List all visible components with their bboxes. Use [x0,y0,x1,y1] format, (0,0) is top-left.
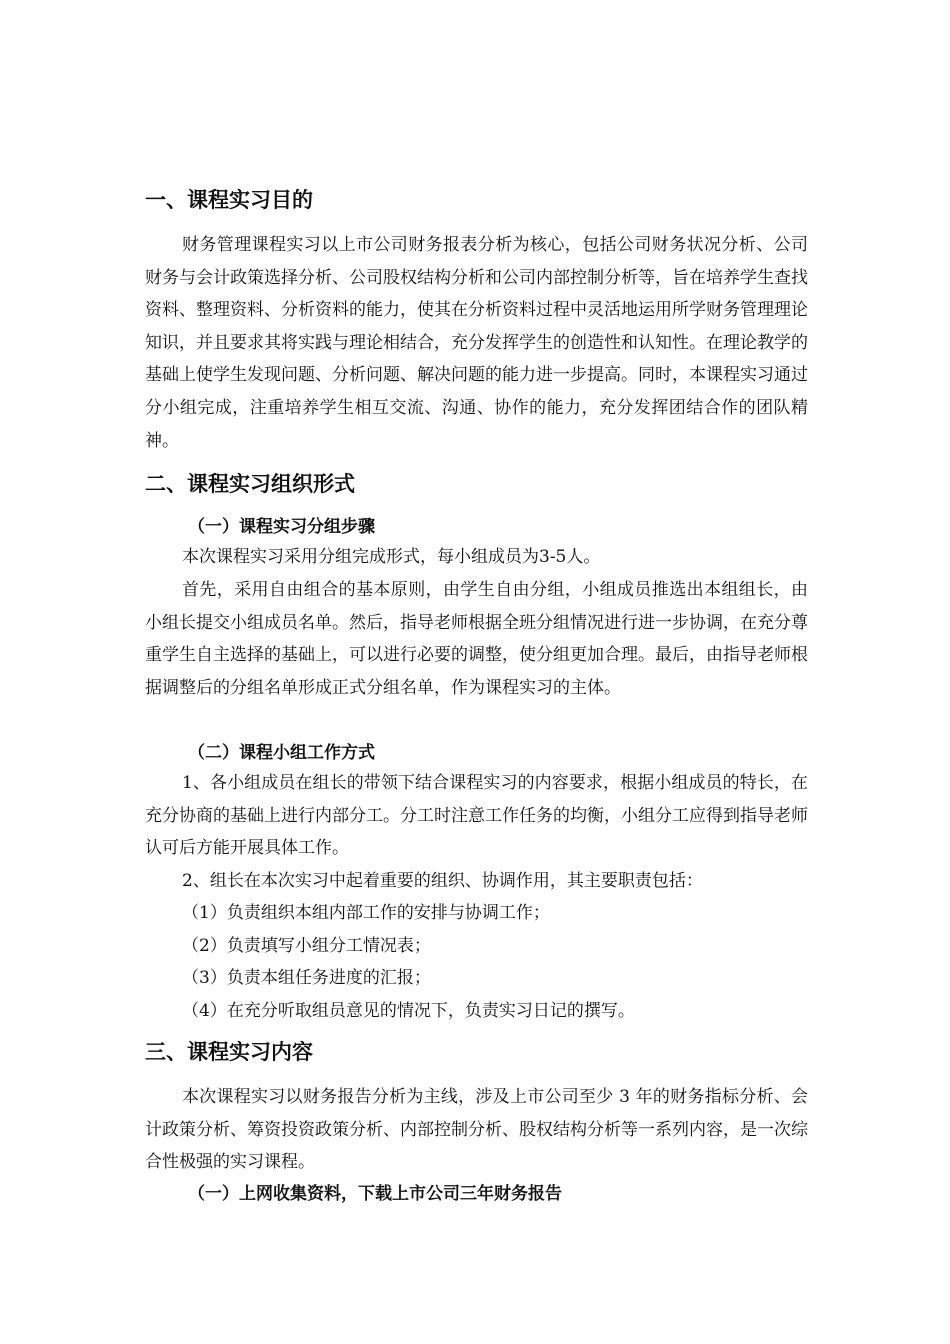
section-1-paragraph: 财务管理课程实习以上市公司财务报表分析为核心，包括公司财务状况分析、公司财务与会计政策选择分析、公司股权结构分析和公司内部控制分析等，旨在培养学生查找资料、整理资料、分析资料的能力，使其在分析资料过程中灵活地运用所学财务管理理论知识，并且要求其将实践与理论相结合，充分发挥学生的创造性和认知性。在理论教学的基础上使学生发现问题、分析问题、解决问题的能力进一步提高。同时，本课程实习通过分小组完成，注重培养学生相互交流、沟通、协作的能力，充分发挥团结合作的团队精神。 [145,235,808,451]
subsection-2-2-paragraph-2: 2、组长在本次实习中起着重要的组织、协调作用，其主要职责包括： [182,871,703,891]
subsection-2-1-paragraph-1: 本次课程实习采用分组完成形式，每小组成员为3-5人。 [182,547,601,567]
subsection-2-2-paragraph-1: 1、各小组成员在组长的带领下结合课程实习的内容要求，根据小组成员的特长，在充分协商的基础上进行内部分工。分工时注意工作任务的均衡，小组分工应得到指导老师认可后方能开展具体工作。 [145,773,808,859]
section-1-heading: 一、课程实习目的 [145,188,313,212]
duty-item: （4）在充分听取组员意见的情况下，负责实习日记的撰写。 [182,1001,635,1021]
subsection-2-1-heading: （一）课程实习分组步骤 [188,517,375,537]
subsection-2-2-heading: （二）课程小组工作方式 [188,743,375,763]
subsection-3-1-heading: （一）上网收集资料，下载上市公司三年财务报告 [188,1184,562,1204]
subsection-2-1-paragraph-2: 首先，采用自由组合的基本原则，由学生自由分组，小组成员推选出本组组长，由小组长提交小组成员名单。然后，指导老师根据全班分组情况进行进一步协调，在充分尊重学生自主选择的基础上，可以进行必要的调整，使分组更加合理。最后，由指导老师根据调整后的分组名单形成正式分组名单，作为课程实习的主体。 [145,580,808,698]
section-3-heading: 三、课程实习内容 [145,1040,313,1064]
duty-item: （2）负责填写小组分工情况表； [182,936,431,956]
section-3-paragraph: 本次课程实习以财务报告分析为主线，涉及上市公司至少 3 年的财务指标分析、会计政策分析、筹资投资政策分析、内部控制分析、股权结构分析等一系列内容，是一次综合性极强的实习课程。 [145,1087,808,1173]
duty-item: （3）负责本组任务进度的汇报； [182,968,431,988]
section-2-heading: 二、课程实习组织形式 [145,472,355,496]
duty-item: （1）负责组织本组内部工作的安排与协调工作； [182,903,550,923]
